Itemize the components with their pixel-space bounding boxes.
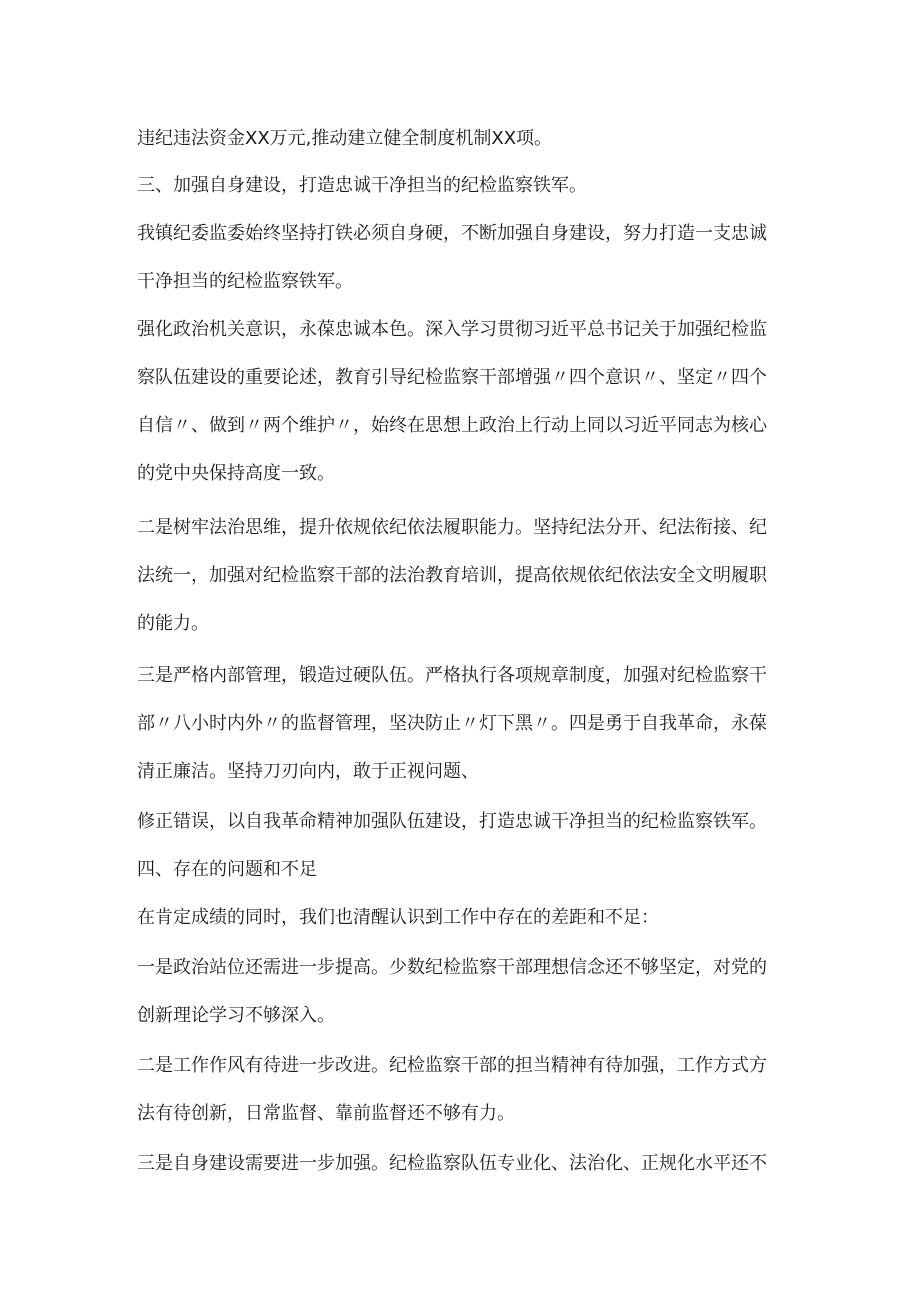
- text-line: 部〃八小时内外〃的监督管理，坚决防止〃灯下黑〃。四是勇于自我革命，永葆: [137, 713, 767, 734]
- text-line: 违纪违法资金XX万元,推动建立健全制度机制XX项。: [137, 128, 553, 149]
- text-line: 三是自身建设需要进一步加强。纪检监察队伍专业化、法治化、正规化水平还不: [137, 1153, 767, 1174]
- text-line: 我镇纪委监委始终坚持打铁必须自身硬，不断加强自身建设，努力打造一支忠诚: [137, 223, 767, 244]
- text-line: 三是严格内部管理，锻造过硬队伍。严格执行各项规章制度，加强对纪检监察干: [137, 665, 767, 686]
- text-line: 法有待创新，日常监督、靠前监督还不够有力。: [137, 1103, 515, 1124]
- text-line: 的能力。: [137, 613, 209, 634]
- text-line: 二是树牢法治思维，提升依规依纪依法履职能力。坚持纪法分开、纪法衔接、纪: [137, 517, 767, 538]
- text-line: 干净担当的纪检监察铁军。: [137, 271, 353, 292]
- text-line: 法统一，加强对纪检监察干部的法治教育培训，提高依规依纪依法安全文明履职: [137, 565, 767, 586]
- text-line: 创新理论学习不够深入。: [137, 1005, 335, 1026]
- section-heading: 三、加强自身建设，打造忠诚干净担当的纪检监察铁军。: [137, 175, 587, 196]
- text-line: 强化政治机关意识，永葆忠诚本色。深入学习贯彻习近平总书记关于加强纪检监: [137, 319, 767, 340]
- text-line: 自信〃、做到〃两个维护〃，始终在思想上政治上行动上同以习近平同志为核心: [137, 415, 767, 436]
- text-line: 清正廉洁。坚持刀刃向内，敢于正视问题、: [137, 761, 479, 782]
- text-line: 在肯定成绩的同时，我们也清醒认识到工作中存在的差距和不足：: [137, 907, 659, 928]
- text-line: 一是政治站位还需进一步提高。少数纪检监察干部理想信念还不够坚定，对党的: [137, 957, 767, 978]
- text-line: 察队伍建设的重要论述，教育引导纪检监察干部增强〃四个意识〃、坚定〃四个: [137, 367, 767, 388]
- text-line: 二是工作作风有待进一步改进。纪检监察干部的担当精神有待加强，工作方式方: [137, 1055, 767, 1076]
- section-heading: 四、存在的问题和不足: [137, 859, 317, 880]
- text-line: 的党中央保持高度一致。: [137, 463, 335, 484]
- text-line: 修正错误，以自我革命精神加强队伍建设，打造忠诚干净担当的纪检监察铁军。: [137, 811, 767, 832]
